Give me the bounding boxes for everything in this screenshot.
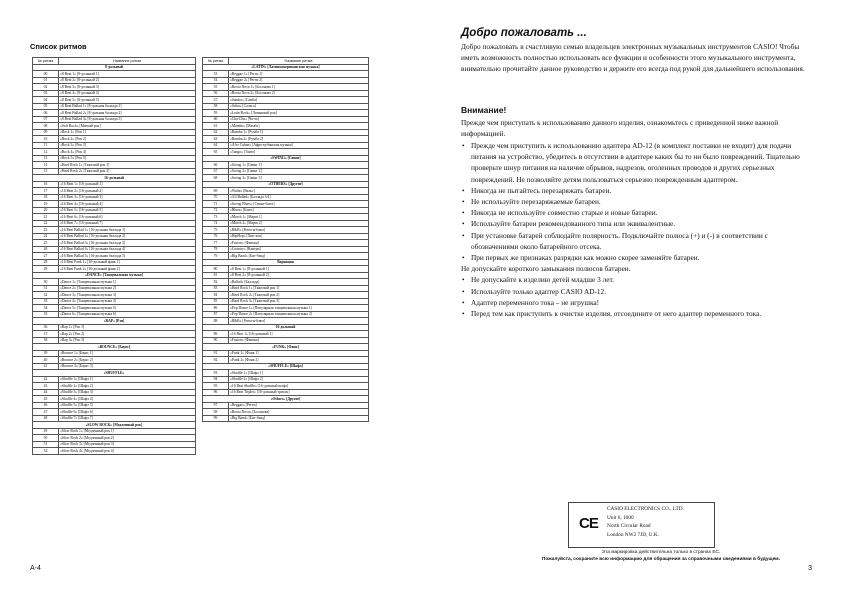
rhythm-name: «Latin Rock» [Латинский рок] bbox=[229, 110, 369, 117]
rhythm-name: «Shuffle 2» [Шафл 2] bbox=[59, 383, 196, 390]
rhythm-name: «16 Beat Ballad 2» [16-дольная баллада 2] bbox=[59, 233, 196, 240]
rhythm-number: 29 bbox=[33, 266, 59, 273]
rhythm-number: 91 bbox=[203, 350, 229, 357]
rhythm-name: «Big Band» [Биг-бэнд] bbox=[229, 415, 369, 422]
category-label: «BOUNCE» [Баунс] bbox=[33, 344, 196, 351]
rhythm-name: «Hard Rock 1» [Тяжелый рок 1] bbox=[59, 162, 196, 169]
rhythm-name: «16 Beat Ballad 4» [16-дольная баллада 4] bbox=[59, 246, 196, 253]
rhythm-name: «16 Beat 3» [16-дольный 3] bbox=[59, 194, 196, 201]
rhythm-number: 54 bbox=[203, 77, 229, 84]
rhythm-number: 02 bbox=[33, 84, 59, 91]
rhythm-name: «Bounce 1» [Баунс 1] bbox=[59, 350, 196, 357]
rhythm-name: «Swing 3» [Свинг 3] bbox=[229, 175, 369, 182]
rhythm-name: «March 1» [Марш 1] bbox=[229, 214, 369, 221]
header-number: № ритма bbox=[203, 58, 229, 65]
rhythm-name: «Dance 1» [Танцевальная музыка 1] bbox=[59, 279, 196, 286]
rhythm-number: 79 bbox=[203, 253, 229, 260]
rhythm-name: «Bounce 2» [Баунс 2] bbox=[59, 357, 196, 364]
rhythm-number: 49 bbox=[33, 428, 59, 435]
rhythm-number: 65 bbox=[203, 149, 229, 156]
warning-title: Внимание! bbox=[461, 105, 507, 115]
rhythm-number: 46 bbox=[33, 402, 59, 409]
table-row bbox=[33, 448, 196, 455]
rhythm-name: «Slow Rock 1» [Медленный рок 1] bbox=[59, 428, 196, 435]
category-label: «SHUFFLE» [Шафл] bbox=[203, 363, 369, 370]
rhythm-name: «Funk 1» [Фанк 1] bbox=[229, 350, 369, 357]
address-line: CASIO ELECTRONICS CO., LTD. bbox=[607, 506, 684, 512]
rhythm-name: «Swing 2» [Свинг 2] bbox=[229, 168, 369, 175]
rhythm-number: 77 bbox=[203, 240, 229, 247]
rhythm-name: «Soft Rock» [Мягкий рок] bbox=[59, 123, 196, 130]
rhythm-number: 56 bbox=[203, 90, 229, 97]
warning-item: Не допускайте короткого замыкания полюсов батареи. bbox=[461, 264, 631, 274]
rhythm-number: 85 bbox=[203, 298, 229, 305]
rhythm-number: 08 bbox=[33, 123, 59, 130]
rhythm-number: 40 bbox=[33, 357, 59, 364]
rhythm-number: 89 bbox=[203, 331, 229, 338]
rhythm-name: «Rap 2» [Рэп 2] bbox=[59, 331, 196, 338]
warning-item: • Перед тем как приступить к очистке изделия, отсоедините от него адаптер переменного тока. bbox=[461, 308, 813, 319]
rhythm-name: «Swing 1» [Свинг 1] bbox=[229, 162, 369, 169]
rhythm-name: «16 Beat Funk 2» [16-дольный фанк 2] bbox=[59, 266, 196, 273]
rhythm-number: 28 bbox=[33, 259, 59, 266]
rhythm-name: «Rock 2» [Рок 2] bbox=[59, 136, 196, 143]
rhythm-number: 48 bbox=[33, 415, 59, 422]
rhythm-name: «Shuffle 2» [Шафл 2] bbox=[229, 376, 369, 383]
rhythm-number: 73 bbox=[203, 214, 229, 221]
rhythm-name: «16 Beat 1» [16-дольный 1] bbox=[229, 331, 369, 338]
rhythm-name: «Slow Rock 3» [Медленный рок 3] bbox=[59, 441, 196, 448]
rhythm-number: 53 bbox=[203, 71, 229, 78]
rhythm-number: 00 bbox=[33, 71, 59, 78]
rhythm-name: «8 Beat 2» [8-дольный 2] bbox=[229, 272, 369, 279]
warning-item: • Не используйте перезаряжаемые батареи. bbox=[461, 196, 813, 207]
category-label: «DANCE» [Танцевальная музыка] bbox=[33, 272, 196, 279]
rhythm-name: «16 Beat Triplet» [16-дольный триоль] bbox=[229, 389, 369, 396]
rhythm-name: «Country» [Кантри] bbox=[229, 246, 369, 253]
rhythm-name: «Rap 3» [Рэп 3] bbox=[59, 337, 196, 344]
rhythm-name: «8 Beat Ballad 1» [8-дольная баллада 1] bbox=[59, 103, 196, 110]
rhythm-number: 87 bbox=[203, 311, 229, 318]
rhythm-number: 03 bbox=[33, 90, 59, 97]
rhythm-number: 13 bbox=[33, 155, 59, 162]
rhythm-number: 30 bbox=[33, 279, 59, 286]
rhythm-number: 17 bbox=[33, 188, 59, 195]
rhythm-name: «8 Beat 1» [8-дольный 1] bbox=[59, 71, 196, 78]
rhythm-number: 47 bbox=[33, 409, 59, 416]
rhythm-table-left bbox=[32, 57, 196, 455]
rhythm-name: «16 Beat 7» [16-дольный 7] bbox=[59, 220, 196, 227]
rhythm-name: «16 Beat 4» [16-дольный 4] bbox=[59, 201, 196, 208]
warning-list bbox=[461, 140, 813, 319]
keep-info-note: Пожалуйста, сохраните всю информацию для обращения за справочными сведениями в будущем. bbox=[541, 557, 781, 562]
rhythm-table-right bbox=[202, 57, 369, 422]
rhythm-name: «Funk 2» [Фанк 2] bbox=[229, 357, 369, 364]
page-number-left: А-4 bbox=[30, 565, 41, 572]
rhythm-number: 19 bbox=[33, 201, 59, 208]
warning-item: • Никогда не используйте совместно старые и новые батареи. bbox=[461, 207, 813, 218]
warning-item: • Не допускайте к изделию детей младше 3 лет. bbox=[461, 274, 813, 285]
rhythm-name: «March 2» [Марш 2] bbox=[229, 220, 369, 227]
rhythm-number: 99 bbox=[203, 415, 229, 422]
rhythm-number: 39 bbox=[33, 350, 59, 357]
rhythm-name: «Dance 2» [Танцевальная музыка 2] bbox=[59, 285, 196, 292]
rhythm-number: 71 bbox=[203, 201, 229, 208]
rhythm-name: «16 Beat 6» [16-дольный 6] bbox=[59, 214, 196, 221]
warning-item: • При установке батарей соблюдайте полярность. Подключайте полюса (+) и (-) в соответствии с обозначениями около батарейного отсека. bbox=[461, 230, 813, 252]
rhythm-number: 94 bbox=[203, 376, 229, 383]
header-number: № ритма bbox=[33, 58, 59, 65]
rhythm-name: «8 Beat 3» [8-дольный 3] bbox=[59, 84, 196, 91]
rhythm-number: 82 bbox=[203, 279, 229, 286]
rhythm-number: 26 bbox=[33, 246, 59, 253]
ce-note bbox=[541, 549, 781, 563]
warning-item: • Никогда не пытайтесь перезаряжать батареи. bbox=[461, 185, 813, 196]
rhythm-name: «Shuffle 3» [Шафл 3] bbox=[59, 389, 196, 396]
rhythm-number: 83 bbox=[203, 285, 229, 292]
rhythm-name: «Reggae» [Регги] bbox=[229, 402, 369, 409]
warning-item: • Прежде чем приступить к использованию адаптера AD-12 (в комплект поставки не входит) для подачи питания на устройство, убедитесь в отсутствии в адаптере каких бы то ни было повреждений. Тщательно проверьте шнур питания на наличие обрывов, надрезов, оголенных проводов и других серьезных повреждений. Не позволяйте детям пользоваться серьезно поврежденным адаптером. bbox=[461, 140, 813, 185]
rhythm-number: 70 bbox=[203, 194, 229, 201]
rhythm-name: «R&B» [Ритм-н-блюз] bbox=[229, 227, 369, 234]
category-label: «SHUFFLE» bbox=[33, 370, 196, 377]
rhythm-number: 44 bbox=[33, 389, 59, 396]
rhythm-name: «Waltz» [Вальс] bbox=[229, 188, 369, 195]
rhythm-name: «8 Beat Ballad 2» [8-дольная баллада 2] bbox=[59, 110, 196, 117]
rhythm-number: 27 bbox=[33, 253, 59, 260]
rhythm-number: 66 bbox=[203, 162, 229, 169]
rhythm-name: «Rock 1» [Рок 1] bbox=[59, 129, 196, 136]
rhythm-name: «16 Beat Ballad 3» [16-дольная баллада 3] bbox=[59, 240, 196, 247]
rhythm-number: 52 bbox=[33, 448, 59, 455]
rhythm-name: «16 Beat Shuffle» [16-дольный шафл] bbox=[229, 383, 369, 390]
category-label: 16-дольный bbox=[33, 175, 196, 182]
rhythm-name: «Reggae 2» [Регги 2] bbox=[229, 77, 369, 84]
address-line: Unit 6, 1000 bbox=[607, 514, 634, 521]
rhythm-name: «Afro Cuban» [Афро-кубинская музыка] bbox=[229, 142, 369, 149]
rhythm-number: 07 bbox=[33, 116, 59, 123]
table-row bbox=[203, 415, 369, 422]
rhythm-name: «8 Beat 4» [8-дольный 4] bbox=[59, 90, 196, 97]
rhythm-number: 64 bbox=[203, 142, 229, 149]
rhythm-name: «16 Beat 1» [16-дольный 1] bbox=[59, 181, 196, 188]
rhythm-name: «Swing Blues» [Свинг-блюз] bbox=[229, 201, 369, 208]
rhythm-number: 42 bbox=[33, 376, 59, 383]
rhythm-name: «Samba» [Самба] bbox=[229, 97, 369, 104]
header-name: Название ритма bbox=[59, 58, 196, 65]
rhythm-name: «8 Beat 1» [8-дольный 1] bbox=[229, 266, 369, 273]
rhythm-number: 88 bbox=[203, 318, 229, 325]
rhythm-name: «Hard Rock 2» [Тяжелый рок 2] bbox=[229, 292, 369, 299]
ce-mark-icon: CE bbox=[579, 515, 598, 532]
rhythm-number: 81 bbox=[203, 272, 229, 279]
rhythm-name: «Fusion» [Фьюжн] bbox=[229, 337, 369, 344]
rhythm-name: «16 Beat Ballad 5» [16-дольная баллада 5] bbox=[59, 253, 196, 260]
rhythm-number: 11 bbox=[33, 142, 59, 149]
rhythm-name: «Slow Rock 4» [Медленный рок 4] bbox=[59, 448, 196, 455]
rhythm-name: «R&B» [Ритм-н-блюз] bbox=[229, 318, 369, 325]
warning-item: • Используйте батареи рекомендованного типа или эквивалентные. bbox=[461, 218, 813, 229]
rhythm-number: 01 bbox=[33, 77, 59, 84]
rhythm-name: «Rock 5» [Рок 5] bbox=[59, 155, 196, 162]
rhythm-name: «Rumba 1» [Румба 1] bbox=[229, 129, 369, 136]
rhythm-name: «Dance 5» [Танцевальная музыка 5] bbox=[59, 305, 196, 312]
rhythm-name: «Hard Rock 3» [Тяжелый рок 3] bbox=[229, 298, 369, 305]
rhythm-number: 80 bbox=[203, 266, 229, 273]
category-label: «FUNK» [Фанк] bbox=[203, 344, 369, 351]
rhythm-name: «Blues» [Блюз] bbox=[229, 207, 369, 214]
rhythm-number: 37 bbox=[33, 331, 59, 338]
rhythm-number: 10 bbox=[33, 136, 59, 143]
address-line: North Circular Road bbox=[607, 523, 651, 530]
rhythm-number: 45 bbox=[33, 396, 59, 403]
rhythm-number: 16 bbox=[33, 181, 59, 188]
rhythm-number: 09 bbox=[33, 129, 59, 136]
rhythm-number: 38 bbox=[33, 337, 59, 344]
rhythm-name: «Bossa Nova 1» [Босанова 1] bbox=[229, 84, 369, 91]
category-label: «LATIN» [Латиноамериканская музыка] bbox=[203, 64, 369, 71]
address-line: London NW2 7JD, U.K. bbox=[607, 531, 660, 538]
category-label: «SLOW ROCK» [Медленный рок] bbox=[33, 422, 196, 429]
rhythm-number: 84 bbox=[203, 292, 229, 299]
rhythm-name: «Dance 6» [Танцевальная музыка 6] bbox=[59, 311, 196, 318]
rhythm-name: «Reggae 1» [Регги 1] bbox=[229, 71, 369, 78]
rhythm-number: 35 bbox=[33, 311, 59, 318]
rhythm-number: 61 bbox=[203, 123, 229, 130]
rhythm-number: 93 bbox=[203, 370, 229, 377]
rhythm-list-title: Список ритмов bbox=[30, 42, 87, 51]
rhythm-name: «Shuffle 4» [Шафл 4] bbox=[59, 396, 196, 403]
rhythm-number: 78 bbox=[203, 246, 229, 253]
rhythm-number: 04 bbox=[33, 97, 59, 104]
rhythm-number: 57 bbox=[203, 97, 229, 104]
rhythm-name: «8 Beat Ballad 3» [8-дольная баллада 3] bbox=[59, 116, 196, 123]
rhythm-name: «Rock 4» [Рок 4] bbox=[59, 149, 196, 156]
rhythm-number: 36 bbox=[33, 324, 59, 331]
rhythm-number: 43 bbox=[33, 383, 59, 390]
rhythm-number: 25 bbox=[33, 240, 59, 247]
rhythm-number: 50 bbox=[33, 435, 59, 442]
rhythm-name: «Shuffle 1» [Шафл 1] bbox=[59, 376, 196, 383]
rhythm-name: «Pop Dance 1» [Популярная танцевальная музыка 1] bbox=[229, 305, 369, 312]
rhythm-name: «16 Beat 5» [16-дольный 5] bbox=[59, 207, 196, 214]
rhythm-name: «Shuffle 6» [Шафл 6] bbox=[59, 409, 196, 416]
rhythm-name: «3/4 Ballad» [Баллада 3/4] bbox=[229, 194, 369, 201]
category-label: «SWING» [Свинг] bbox=[203, 155, 369, 162]
rhythm-name: «Hard Rock 1» [Тяжелый рок 1] bbox=[229, 285, 369, 292]
rhythm-number: 23 bbox=[33, 227, 59, 234]
rhythm-number: 33 bbox=[33, 298, 59, 305]
category-label: Вариация bbox=[203, 259, 369, 266]
category-label: 16-дольный bbox=[203, 324, 369, 331]
rhythm-name: «Hard Rock 2» [Тяжелый рок 2] bbox=[59, 168, 196, 175]
rhythm-number: 55 bbox=[203, 84, 229, 91]
rhythm-name: «Cha-Cha» [Ча-ча] bbox=[229, 116, 369, 123]
warning-item: • Используйте только адаптер CASIO AD-12. bbox=[461, 286, 813, 297]
warning-intro: Прежде чем приступать к использованию данного изделия, ознакомьтесь с приведенной ниже важной информацией. bbox=[461, 118, 779, 139]
welcome-text: Добро пожаловать в счастливую семью владельцев электронных музыкальных инструментов CASIO! Чтобы иметь возможность полностью использовать все функции и особенности этого музыкального инструмента, внимательно прочитайте данное руководство и держите его всегда под рукой для дальнейшего использования. bbox=[461, 42, 805, 74]
rhythm-number: 59 bbox=[203, 110, 229, 117]
page-number-right: 3 bbox=[808, 565, 812, 572]
rhythm-number: 06 bbox=[33, 110, 59, 117]
rhythm-number: 90 bbox=[203, 337, 229, 344]
manufacturer-address bbox=[607, 505, 684, 539]
rhythm-number: 32 bbox=[33, 292, 59, 299]
rhythm-name: «Pop Dance 2» [Популярная танцевальная музыка 2] bbox=[229, 311, 369, 318]
rhythm-name: «Slow Rock 2» [Медленный рок 2] bbox=[59, 435, 196, 442]
rhythm-number: 63 bbox=[203, 136, 229, 143]
rhythm-name: «Rap 1» [Рэп 1] bbox=[59, 324, 196, 331]
rhythm-number: 86 bbox=[203, 305, 229, 312]
rhythm-name: «8 Beat 2» [8-дольный 2] bbox=[59, 77, 196, 84]
rhythm-name: «Ballad» [Баллада] bbox=[229, 279, 369, 286]
rhythm-name: «Bounce 3» [Баунс 3] bbox=[59, 363, 196, 370]
ce-validity-note: Эта маркировка действительна только в странах ЕС. bbox=[601, 550, 721, 555]
rhythm-number: 69 bbox=[203, 188, 229, 195]
rhythm-name: «Bossa Nova» [Босанова] bbox=[229, 409, 369, 416]
rhythm-name: «Rock 3» [Рок 3] bbox=[59, 142, 196, 149]
rhythm-name: «Tango» [Танго] bbox=[229, 149, 369, 156]
rhythm-number: 20 bbox=[33, 207, 59, 214]
rhythm-name: «HipHop» [Хип-хоп] bbox=[229, 233, 369, 240]
rhythm-number: 05 bbox=[33, 103, 59, 110]
rhythm-name: «Shuffle 7» [Шафл 7] bbox=[59, 415, 196, 422]
rhythm-number: 18 bbox=[33, 194, 59, 201]
rhythm-number: 12 bbox=[33, 149, 59, 156]
rhythm-number: 72 bbox=[203, 207, 229, 214]
rhythm-number: 97 bbox=[203, 402, 229, 409]
rhythm-number: 74 bbox=[203, 220, 229, 227]
rhythm-name: «Bossa Nova 2» [Босанова 2] bbox=[229, 90, 369, 97]
right-page bbox=[421, 0, 842, 595]
rhythm-number: 60 bbox=[203, 116, 229, 123]
rhythm-name: «Mambo» [Мамбо] bbox=[229, 123, 369, 130]
rhythm-number: 14 bbox=[33, 162, 59, 169]
rhythm-number: 51 bbox=[33, 441, 59, 448]
rhythm-number: 34 bbox=[33, 305, 59, 312]
category-label: «RAP» [Рэп] bbox=[33, 318, 196, 325]
header-name: Название ритма bbox=[229, 58, 369, 65]
rhythm-number: 21 bbox=[33, 214, 59, 221]
rhythm-number: 62 bbox=[203, 129, 229, 136]
rhythm-number: 92 bbox=[203, 357, 229, 364]
rhythm-number: 22 bbox=[33, 220, 59, 227]
category-label: «Others» [Другие] bbox=[203, 396, 369, 403]
rhythm-number: 75 bbox=[203, 227, 229, 234]
rhythm-number: 95 bbox=[203, 383, 229, 390]
rhythm-name: «Fusion» [Фьюжн] bbox=[229, 240, 369, 247]
rhythm-number: 98 bbox=[203, 409, 229, 416]
rhythm-number: 96 bbox=[203, 389, 229, 396]
rhythm-name: «Rumba 2» [Румба 2] bbox=[229, 136, 369, 143]
rhythm-name: «16 Beat Funk 1» [16-дольный фанк 1] bbox=[59, 259, 196, 266]
category-label: 8-дольный bbox=[33, 64, 196, 71]
rhythm-number: 67 bbox=[203, 168, 229, 175]
rhythm-name: «16 Beat Ballad 1» [16-дольная баллада 1] bbox=[59, 227, 196, 234]
welcome-title: Добро пожаловать ... bbox=[461, 27, 587, 39]
rhythm-number: 24 bbox=[33, 233, 59, 240]
rhythm-name: «Shuffle 5» [Шафл 5] bbox=[59, 402, 196, 409]
rhythm-name: «Big Band» [Биг-бэнд] bbox=[229, 253, 369, 260]
rhythm-number: 68 bbox=[203, 175, 229, 182]
rhythm-number: 76 bbox=[203, 233, 229, 240]
rhythm-name: «Shuffle 1» [Шафл 1] bbox=[229, 370, 369, 377]
rhythm-name: «Salsa» [Сальса] bbox=[229, 103, 369, 110]
rhythm-number: 58 bbox=[203, 103, 229, 110]
rhythm-number: 31 bbox=[33, 285, 59, 292]
category-label: «OTHERS» [Другие] bbox=[203, 181, 369, 188]
warning-item: • Адаптер переменного тока – не игрушка! bbox=[461, 297, 813, 308]
warning-item: • При первых же признаках разрядки как можно скорее заменяйте батареи. bbox=[461, 252, 813, 263]
ce-info-box bbox=[568, 502, 715, 548]
rhythm-name: «16 Beat 2» [16-дольный 2] bbox=[59, 188, 196, 195]
rhythm-name: «8 Beat 5» [8-дольный 5] bbox=[59, 97, 196, 104]
rhythm-number: 15 bbox=[33, 168, 59, 175]
rhythm-name: «Dance 3» [Танцевальная музыка 3] bbox=[59, 292, 196, 299]
rhythm-name: «Dance 4» [Танцевальная музыка 4] bbox=[59, 298, 196, 305]
rhythm-number: 41 bbox=[33, 363, 59, 370]
